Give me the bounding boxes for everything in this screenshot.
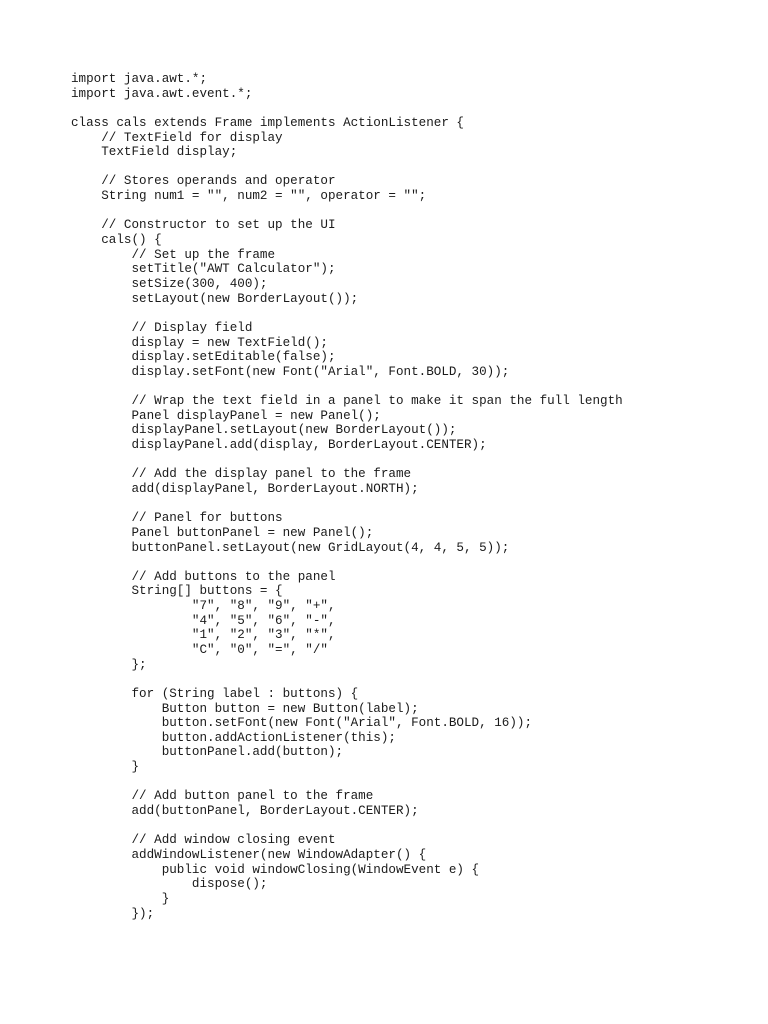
code-line: "C", "0", "=", "/"	[71, 642, 328, 657]
code-line: }	[71, 891, 170, 906]
code-line: setTitle("AWT Calculator");	[71, 262, 336, 277]
code-line: Panel buttonPanel = new Panel();	[71, 525, 374, 540]
code-line	[71, 672, 623, 687]
code-line: button.addActionListener(this);	[71, 730, 396, 745]
code-line: dispose();	[71, 877, 268, 892]
code-line: setSize(300, 400);	[71, 276, 268, 291]
code-line: // Stores operands and operator	[71, 174, 336, 189]
code-line: // Add button panel to the frame	[71, 789, 374, 804]
code-line: });	[71, 906, 155, 921]
code-line: "1", "2", "3", "*",	[71, 628, 336, 643]
code-line	[71, 204, 623, 219]
code-line: add(buttonPanel, BorderLayout.CENTER);	[71, 804, 419, 819]
code-line: // Constructor to set up the UI	[71, 218, 336, 233]
code-line: // Display field	[71, 320, 253, 335]
code-line: // TextField for display	[71, 130, 283, 145]
code-line: public void windowClosing(WindowEvent e) {	[71, 862, 480, 877]
code-line: add(displayPanel, BorderLayout.NORTH);	[71, 481, 419, 496]
code-line: }	[71, 760, 140, 775]
code-line: cals() {	[71, 233, 162, 248]
code-line: for (String label : buttons) {	[71, 686, 359, 701]
code-listing	[71, 72, 623, 921]
code-line: displayPanel.add(display, BorderLayout.CENTER);	[71, 438, 487, 453]
code-line	[71, 306, 623, 321]
code-line: setLayout(new BorderLayout());	[71, 291, 359, 306]
code-line: // Panel for buttons	[71, 511, 283, 526]
code-line: display = new TextField();	[71, 335, 328, 350]
code-line: class cals extends Frame implements ActionListener {	[71, 115, 464, 130]
code-line	[71, 101, 623, 116]
code-line: };	[71, 657, 147, 672]
code-line: import java.awt.*;	[71, 72, 208, 86]
code-line: Panel displayPanel = new Panel();	[71, 408, 381, 423]
code-line: String[] buttons = {	[71, 584, 283, 599]
code-line: // Wrap the text field in a panel to make it span the full length	[71, 394, 623, 409]
code-line: buttonPanel.add(button);	[71, 745, 344, 760]
code-line: display.setEditable(false);	[71, 350, 336, 365]
code-line	[71, 497, 623, 512]
code-line	[71, 775, 623, 790]
code-line: // Add window closing event	[71, 833, 336, 848]
code-line	[71, 453, 623, 468]
code-line: button.setFont(new Font("Arial", Font.BOLD, 16));	[71, 716, 533, 731]
code-line	[71, 819, 623, 834]
code-line: Button button = new Button(label);	[71, 701, 419, 716]
code-line: // Add buttons to the panel	[71, 569, 336, 584]
code-line: TextField display;	[71, 145, 238, 160]
code-line	[71, 160, 623, 175]
code-line: "4", "5", "6", "-",	[71, 613, 336, 628]
code-line: // Set up the frame	[71, 247, 276, 262]
code-line: "7", "8", "9", "+",	[71, 599, 336, 614]
code-line: buttonPanel.setLayout(new GridLayout(4, 4, 5, 5));	[71, 540, 510, 555]
code-line	[71, 379, 623, 394]
code-line: import java.awt.event.*;	[71, 86, 253, 101]
code-line: displayPanel.setLayout(new BorderLayout());	[71, 423, 457, 438]
code-line: addWindowListener(new WindowAdapter() {	[71, 847, 427, 862]
code-line: // Add the display panel to the frame	[71, 467, 412, 482]
code-line: display.setFont(new Font("Arial", Font.BOLD, 30));	[71, 364, 510, 379]
code-line: String num1 = "", num2 = "", operator = "";	[71, 189, 427, 204]
code-line	[71, 555, 623, 570]
